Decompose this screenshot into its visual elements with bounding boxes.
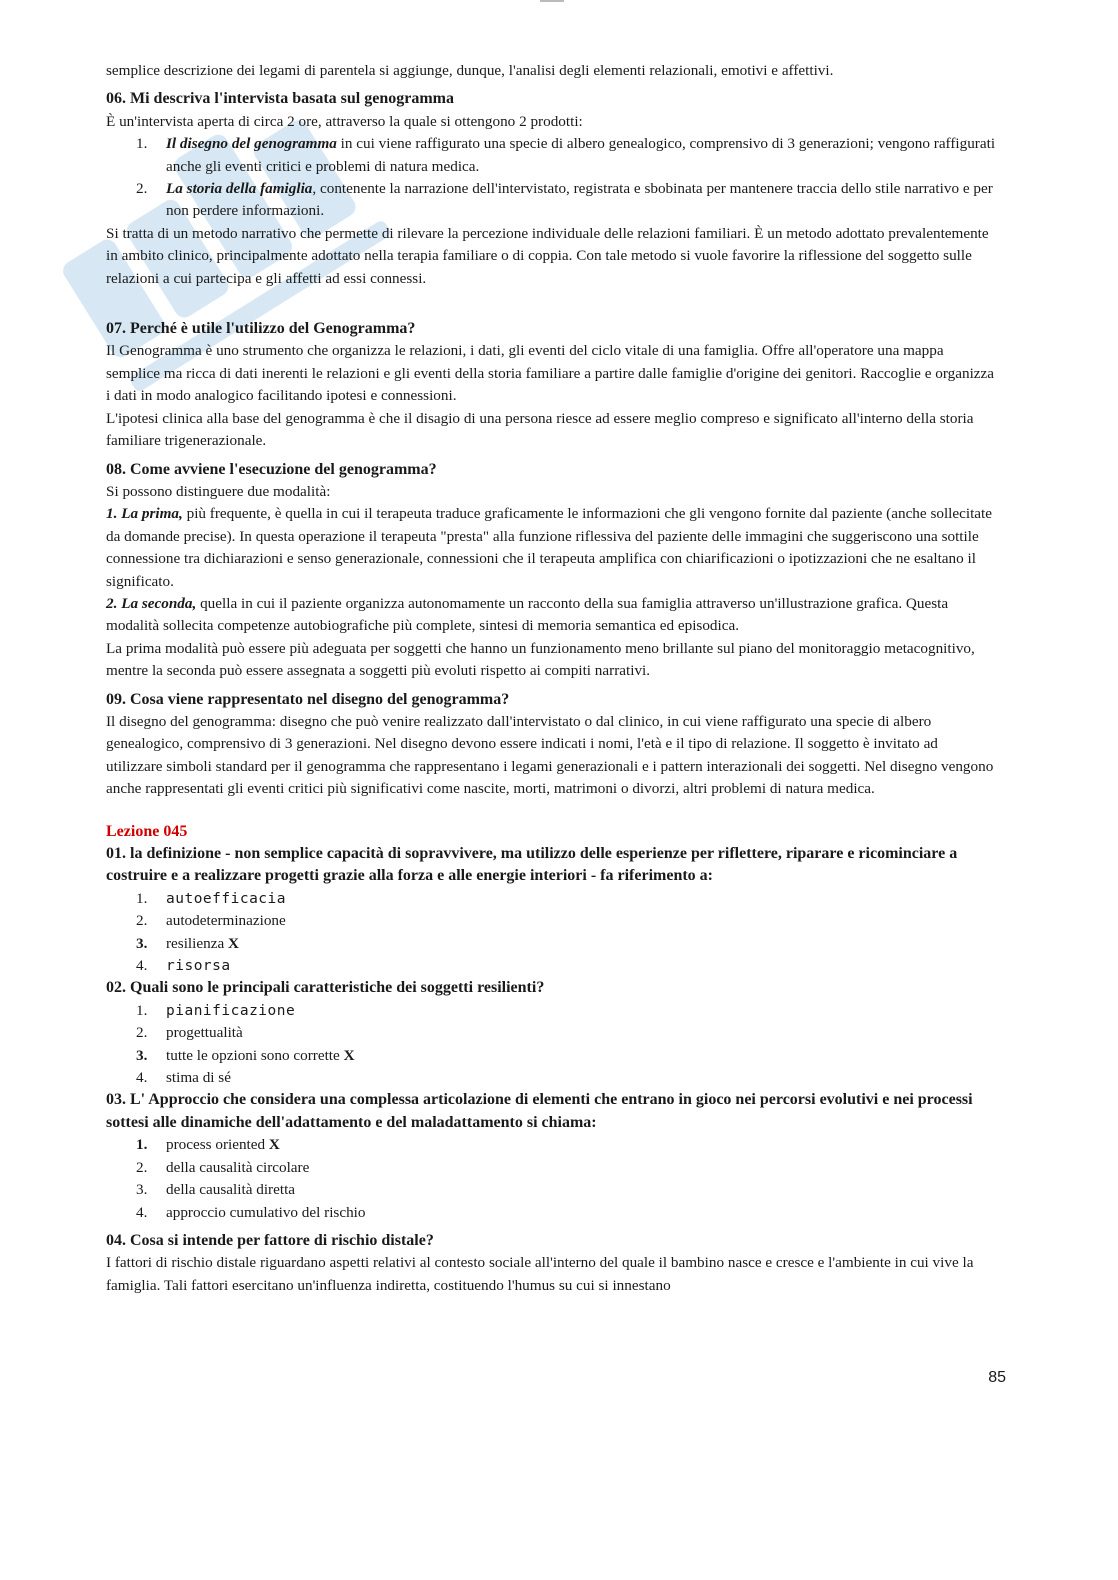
option-item xyxy=(106,955,996,977)
option-number: 4. xyxy=(136,1203,148,1221)
second-mode-label: 2. La seconda, xyxy=(106,594,197,612)
option-text: pianificazione xyxy=(166,1002,296,1019)
question-07-paragraph-1: Il Genogramma è uno strumento che organizza le relazioni, i dati, gli eventi del ciclo vitale di una famiglia. Offre all'operatore una mappa semplice ma ricca di dati inerenti le relazioni e gli eventi della storia familiare a partire dalle famiglie d'origine dei genitori. Raccoglie e organizza i dati in modo analogico facilitando ipotesi e connessioni. xyxy=(106,342,995,405)
question-06-list xyxy=(106,133,996,223)
option-text: della causalità diretta xyxy=(166,1181,296,1199)
option-text: autoefficacia xyxy=(166,890,286,907)
option-number: 3. xyxy=(136,1181,148,1199)
list-item-text: , contenente la narrazione dell'intervistato, registrata e sbobinata per mantenere traccia dello stile narrativo e per non perdere informazioni. xyxy=(166,180,993,220)
lesson-q01-title: 01. la definizione - non semplice capacità di sopravvivere, ma utilizzo delle esperienze per riflettere, riparare e ricominciare a costruire e a realizzare progetti grazie alla forza e alle energie interiori - fa riferimento a: xyxy=(106,845,958,885)
document-body xyxy=(106,60,996,1297)
option-item xyxy=(106,1022,996,1044)
question-09-title: 09. Cosa viene rappresentato nel disegno del genogramma? xyxy=(106,690,510,708)
option-number: 4. xyxy=(136,957,148,975)
option-item xyxy=(106,933,996,955)
question-06-after: Si tratta di un metodo narrativo che permette di rilevare la percezione individuale delle relazioni familiari. È un metodo adottato prevalentemente in ambito clinico, principalmente adottato nella terapia familiare o di coppia. Con tale metodo si vuole favorire la riflessione del soggetto sulle relazioni a cui partecipa e gli affetti ad essi connessi. xyxy=(106,224,989,287)
option-text: resilienza xyxy=(166,934,225,952)
intro-paragraph: semplice descrizione dei legami di parentela si aggiunge, dunque, l'analisi degli elementi relazionali, emotivi e affettivi. xyxy=(106,62,834,79)
list-item xyxy=(106,178,996,223)
question-08-second xyxy=(106,593,996,638)
option-number: 1. xyxy=(136,889,148,907)
option-item xyxy=(106,1179,996,1201)
option-item xyxy=(106,1134,996,1156)
option-text: tutte le opzioni sono corrette xyxy=(166,1046,340,1064)
option-text: stima di sé xyxy=(166,1069,231,1087)
lesson-q04-text: I fattori di rischio distale riguardano aspetti relativi al contesto sociale all'interno del quale il bambino nasce e cresce e l'ambiente in cui vive la famiglia. Tali fattori esercitano un'influenza indiretta, costituendo l'humus su cui si innestano xyxy=(106,1254,974,1294)
page-number: 85 xyxy=(988,1369,1006,1386)
question-07-paragraph-2: L'ipotesi clinica alla base del genogramma è che il disagio di una persona riesce ad essere meglio compreso e significato all'interno della storia familiare trigenerazionale. xyxy=(106,409,974,450)
option-number: 2. xyxy=(136,1158,148,1176)
option-number: 1. xyxy=(136,1001,148,1019)
question-06-title: 06. Mi descriva l'intervista basata sul genogramma xyxy=(106,90,454,108)
lesson-q04-title: 04. Cosa si intende per fattore di rischio distale? xyxy=(106,1231,434,1249)
option-number: 2. xyxy=(136,912,148,930)
option-item xyxy=(106,1045,996,1067)
option-text: risorsa xyxy=(166,958,231,975)
option-item xyxy=(106,1000,996,1022)
option-number: 1. xyxy=(136,1136,148,1154)
option-text: approccio cumulativo del rischio xyxy=(166,1203,366,1221)
question-08-after: La prima modalità può essere più adeguata per soggetti che hanno un funzionamento meno brillante sul piano del monitoraggio metacognitivo, mentre la seconda può essere assegnata a soggetti più evoluti rispetto ai compiti narrativi. xyxy=(106,639,975,680)
option-number: 3. xyxy=(136,1046,148,1064)
option-number: 3. xyxy=(136,934,148,952)
question-08-lead: Si possono distinguere due modalità: xyxy=(106,482,331,500)
correct-answer-mark: X xyxy=(343,1046,355,1064)
question-08-first xyxy=(106,503,996,593)
list-item-number: 1. xyxy=(136,135,148,153)
option-item xyxy=(106,910,996,932)
option-text: autodeterminazione xyxy=(166,912,286,930)
option-item xyxy=(106,1067,996,1089)
second-mode-text: quella in cui il paziente organizza autonomamente un racconto della sua famiglia attraverso un'illustrazione grafica. Questa modalità sollecita competenze autobiografiche più complete, sintesi di memoria semantica ed episodica. xyxy=(106,594,949,635)
first-mode-label: 1. La prima, xyxy=(106,505,183,523)
lesson-title: Lezione 045 xyxy=(106,822,188,840)
question-08-title: 08. Come avviene l'esecuzione del genogramma? xyxy=(106,460,437,478)
lesson-q02-options xyxy=(106,1000,996,1090)
option-number: 2. xyxy=(136,1024,148,1042)
question-07-title: 07. Perché è utile l'utilizzo del Genogramma? xyxy=(106,320,416,338)
option-number: 4. xyxy=(136,1069,148,1087)
option-text: progettualità xyxy=(166,1024,243,1042)
list-item-heading: Il disegno del genogramma xyxy=(166,135,337,153)
list-item xyxy=(106,133,996,178)
lesson-q03-title: 03. L' Approccio che considera una complessa articolazione di elementi che entrano in gioco nei percorsi evolutivi e nei processi sottesi alle dinamiche dell'adattamento e del maladattamento si chiama: xyxy=(106,1091,973,1131)
lesson-q01-options xyxy=(106,888,996,978)
option-item xyxy=(106,888,996,910)
lesson-q02-title: 02. Quali sono le principali caratteristiche dei soggetti resilienti? xyxy=(106,979,545,997)
option-text: della causalità circolare xyxy=(166,1158,310,1176)
option-item xyxy=(106,1157,996,1179)
list-item-text: in cui viene raffigurato una specie di albero genealogico, comprensivo di 3 generazioni; vengono raffigurati anche gli eventi critici e problemi di natura medica. xyxy=(166,135,996,175)
first-mode-text: più frequente, è quella in cui il terapeuta traduce graficamente le informazioni che gli vengono fornite dal paziente (anche sollecitate da domande precise). In questa operazione il terapeuta "presta" alla funzione riflessiva del paziente delle immagini che suggeriscono una sottile connessione tra dichiarazioni e senso generazionale, connessioni che il terapeuta amplifica con chiarificazioni o ipotizzazioni che ne esaltano il significato. xyxy=(106,505,993,590)
list-item-heading: La storia della famiglia xyxy=(166,180,313,198)
list-item-number: 2. xyxy=(136,180,148,198)
header-mark xyxy=(540,0,564,2)
question-09-text: Il disegno del genogramma: disegno che può venire realizzato dall'intervistato o dal clinico, in cui viene raffigurato una specie di albero genealogico, comprensivo di 3 generazioni. Nel disegno devono essere indicati i nomi, l'età e il tipo di relazione. Il soggetto è invitato ad utilizzare simboli standard per il genogramma che rappresentano i legami generazionali e i pattern interazionali dei soggetti. Nel disegno vengono anche rappresentati gli eventi critici più significativi come nascite, morti, matrimoni o divorzi, altri problemi di natura medica. xyxy=(106,712,994,798)
lesson-q03-options xyxy=(106,1134,996,1224)
correct-answer-mark: X xyxy=(227,934,239,952)
correct-answer-mark: X xyxy=(268,1136,280,1154)
question-06-lead: È un'intervista aperta di circa 2 ore, attraverso la quale si ottengono 2 prodotti: xyxy=(106,112,583,130)
option-item xyxy=(106,1202,996,1224)
option-text: process oriented xyxy=(166,1136,266,1154)
